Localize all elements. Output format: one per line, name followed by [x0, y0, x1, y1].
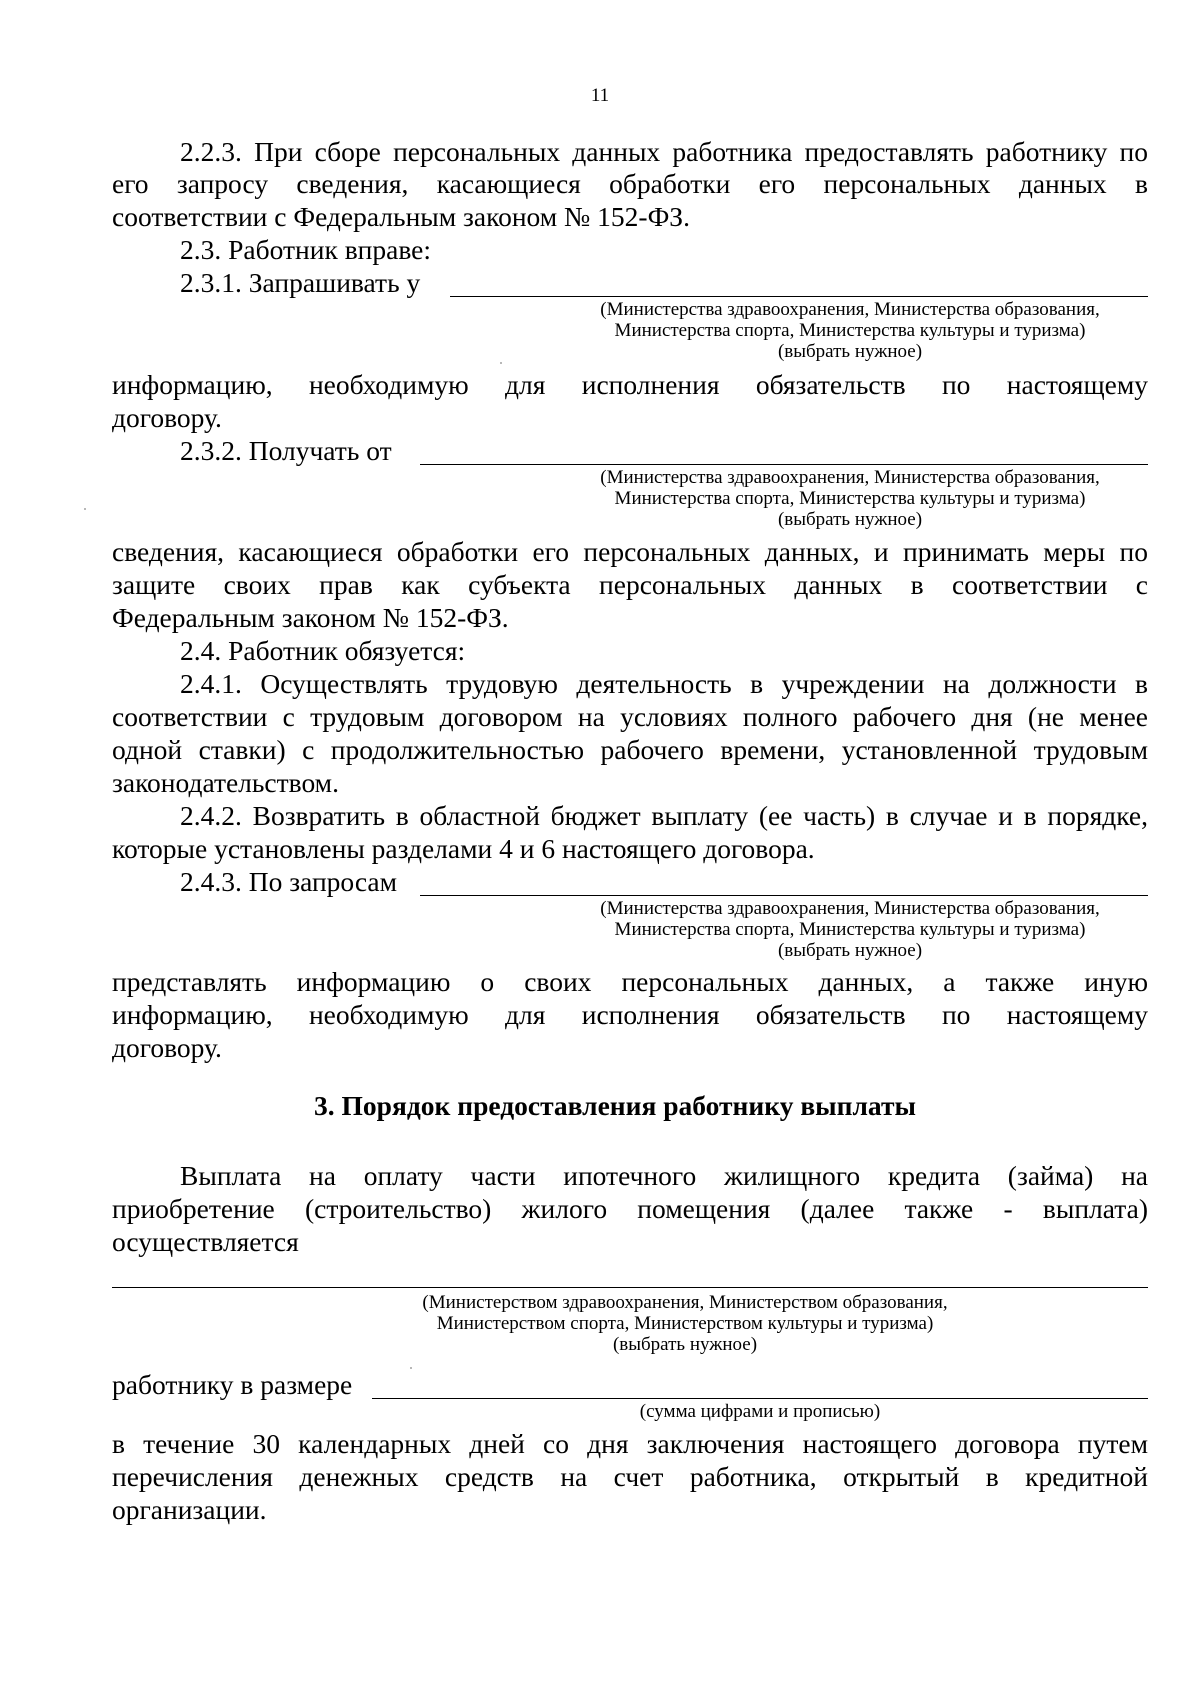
p231-blank-line[interactable] [450, 296, 1148, 297]
p231-after-1: информацию, необходимую для исполнения обязательств по настоящему [112, 369, 1148, 400]
s3-amount-lead: работнику в размере [112, 1369, 353, 1400]
p231-caption-3: (выбрать нужное) [777, 341, 923, 362]
p243-lead: 2.4.3. По запросам [180, 866, 397, 897]
p223-line-2: его запросу сведения, касающиеся обработки его персональных данных в [112, 168, 1148, 199]
p243-blank-line[interactable] [420, 895, 1148, 896]
page-number: 11 [590, 85, 610, 106]
s3-blank-line[interactable] [112, 1287, 1148, 1288]
p241-line-1: 2.4.1. Осуществлять трудовую деятельность в учреждении на должности в [180, 668, 1148, 699]
p232-after-1: сведения, касающиеся обработки его персональных данных, и принимать меры по [112, 536, 1148, 567]
p231-lead: 2.3.1. Запрашивать у [180, 267, 421, 298]
p242-line-2: которые установлены разделами 4 и 6 настоящего договора. [112, 833, 815, 864]
p243-caption-2: Министерства спорта, Министерства культуры и туризма) [614, 919, 1086, 940]
p242-line-1: 2.4.2. Возвратить в областной бюджет выплату (ее часть) в случае и в порядке, [180, 800, 1148, 831]
p243-after-3: договору. [112, 1032, 222, 1063]
s3-caption-3: (выбрать нужное) [612, 1334, 758, 1355]
p243-caption-3: (выбрать нужное) [777, 940, 923, 961]
p241-line-4: законодательством. [112, 767, 339, 798]
s3-para-line-2: приобретение (строительство) жилого помещения (далее также - выплата) [112, 1193, 1148, 1224]
p243-caption-1: (Министерства здравоохранения, Министерства образования, [600, 898, 1100, 919]
p232-caption-3: (выбрать нужное) [777, 509, 923, 530]
scan-speck [410, 1367, 412, 1369]
p232-after-2: защите своих прав как субъекта персональных данных в соответствии с [112, 569, 1148, 600]
p232-caption-1: (Министерства здравоохранения, Министерства образования, [600, 467, 1100, 488]
p231-caption-1: (Министерства здравоохранения, Министерства образования, [600, 299, 1100, 320]
p231-caption-2: Министерства спорта, Министерства культуры и туризма) [614, 320, 1086, 341]
s3-amount-blank-line[interactable] [372, 1398, 1148, 1399]
s3-para-line-1: Выплата на оплату части ипотечного жилищного кредита (займа) на [180, 1160, 1148, 1191]
section-3-heading: 3. Порядок предоставления работнику выплаты [314, 1090, 916, 1121]
s3-amount-caption: (сумма цифрами и прописью) [639, 1401, 881, 1422]
s3-final-line-2: перечисления денежных средств на счет работника, открытый в кредитной [112, 1461, 1148, 1492]
p241-line-3: одной ставки) с продолжительностью рабочего времени, установленной трудовым [112, 734, 1148, 765]
p232-after-3: Федеральным законом № 152-ФЗ. [112, 602, 509, 633]
p223-line-3: соответствии с Федеральным законом № 152-ФЗ. [112, 201, 690, 232]
p231-after-2: договору. [112, 402, 222, 433]
p232-blank-line[interactable] [420, 464, 1148, 465]
p243-after-1: представлять информацию о своих персональных данных, а также иную [112, 966, 1148, 997]
p23-line: 2.3. Работник вправе: [180, 234, 432, 265]
scan-speck [500, 362, 502, 364]
s3-para-line-3: осуществляется [112, 1226, 299, 1257]
p232-lead: 2.3.2. Получать от [180, 435, 392, 466]
s3-caption-1: (Министерством здравоохранения, Министерством образования, [422, 1292, 948, 1313]
s3-final-line-1: в течение 30 календарных дней со дня заключения настоящего договора путем [112, 1428, 1148, 1459]
p243-after-2: информацию, необходимую для исполнения обязательств по настоящему [112, 999, 1148, 1030]
scan-speck [84, 508, 86, 510]
p241-line-2: соответствии с трудовым договором на условиях полного рабочего дня (не менее [112, 701, 1148, 732]
s3-caption-2: Министерством спорта, Министерством культуры и туризма) [436, 1313, 934, 1334]
p232-caption-2: Министерства спорта, Министерства культуры и туризма) [614, 488, 1086, 509]
s3-final-line-3: организации. [112, 1494, 267, 1525]
p223-line-1: 2.2.3. При сборе персональных данных работника предоставлять работнику по [180, 136, 1148, 167]
p24-line: 2.4. Работник обязуется: [180, 635, 466, 666]
